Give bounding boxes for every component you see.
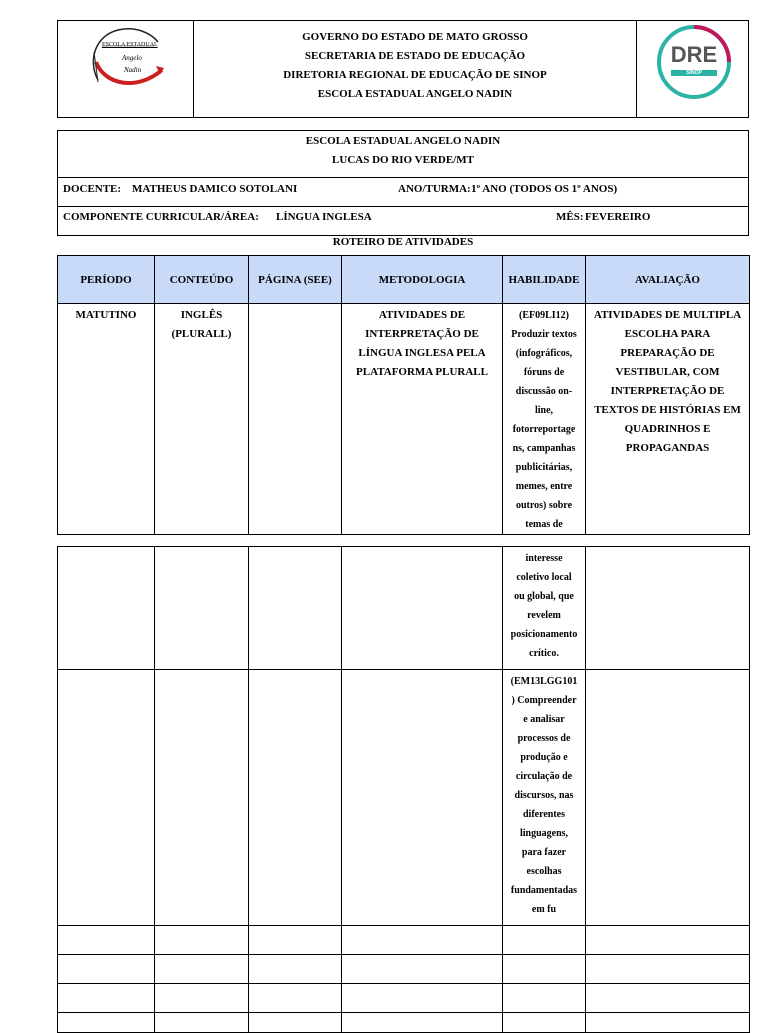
- info-city: LUCAS DO RIO VERDE/MT: [332, 154, 474, 166]
- table-row: [58, 304, 750, 535]
- habilidade-line: crítico.: [529, 648, 559, 659]
- cell-empty: [58, 926, 155, 955]
- habilidade-line: publicitárias,: [515, 462, 573, 473]
- cell-empty: [58, 670, 155, 926]
- conteudo-line: INGLÊS: [180, 309, 223, 321]
- conteudo-line: (PLURALL): [171, 328, 232, 340]
- cell-empty: [249, 547, 342, 670]
- habilidade-line: e analisar: [523, 714, 565, 725]
- habilidade-line: interesse: [525, 553, 563, 564]
- col-header-pagina: PÁGINA (SEE): [249, 256, 342, 304]
- metodologia-line: PLATAFORMA PLURALL: [356, 366, 488, 378]
- cell-empty: [503, 955, 586, 984]
- metodologia-line: INTERPRETAÇÃO DE: [365, 328, 479, 340]
- header-divider-right: [636, 20, 637, 118]
- habilidade-line: outros) sobre: [515, 500, 573, 511]
- avaliacao-line: ATIVIDADES DE MULTIPLA: [593, 309, 742, 321]
- col-header-conteudo: CONTEÚDO: [155, 256, 249, 304]
- cell-empty: [155, 1013, 249, 1033]
- info-divider-1: [57, 177, 749, 178]
- mes-value: FEVEREIRO: [585, 211, 651, 223]
- col-header-metodologia: METODOLOGIA: [342, 256, 503, 304]
- cell-periodo: [58, 304, 155, 535]
- header-line-4: ESCOLA ESTADUAL ANGELO NADIN: [317, 88, 513, 100]
- cell-metodologia: [342, 304, 503, 535]
- cell-empty: [586, 955, 750, 984]
- turma-label: ANO/TURMA:: [398, 183, 471, 195]
- avaliacao-line: TEXTOS DE HISTÓRIAS EM: [594, 404, 741, 416]
- habilidade-line: discursos, nas: [514, 790, 574, 801]
- cell-pagina: [249, 304, 342, 535]
- cell-empty: [586, 984, 750, 1013]
- cell-empty: [586, 1013, 750, 1033]
- table-row: [58, 670, 750, 926]
- metodologia-line: LÍNGUA INGLESA PELA: [358, 347, 486, 359]
- cell-empty: [586, 670, 750, 926]
- cell-empty: [58, 984, 155, 1013]
- habilidade-line: processos de: [517, 733, 571, 744]
- header-line-1: GOVERNO DO ESTADO DE MATO GROSSO: [302, 31, 528, 43]
- cell-empty: [249, 955, 342, 984]
- header-text: [194, 28, 636, 104]
- avaliacao-line: QUADRINHOS E: [624, 423, 711, 435]
- cell-empty: [155, 547, 249, 670]
- cell-empty: [155, 955, 249, 984]
- table-row: [58, 926, 750, 955]
- habilidade-line: escolhas: [526, 866, 562, 877]
- avaliacao-line: PREPARAÇÃO DE: [620, 347, 715, 359]
- cell-avaliacao: [586, 304, 750, 535]
- metodologia-line: ATIVIDADES DE: [378, 309, 466, 321]
- habilidade-line: line,: [534, 405, 554, 416]
- habilidade-line: discussão on-: [515, 386, 573, 397]
- col-header-avaliacao: AVALIAÇÃO: [586, 256, 750, 304]
- habilidade-line: revelem: [527, 610, 561, 621]
- habilidade-line: (EF09LI12): [519, 310, 569, 321]
- info-divider-2: [57, 206, 749, 207]
- habilidade-line: (EM13LGG101: [510, 676, 578, 687]
- cell-empty: [58, 547, 155, 670]
- habilidade-line: (infográficos,: [515, 348, 573, 359]
- header-line-3: DIRETORIA REGIONAL DE EDUCAÇÃO DE SINOP: [283, 69, 547, 81]
- cell-empty: [155, 670, 249, 926]
- school-logo: [84, 22, 168, 96]
- info-school: ESCOLA ESTADUAL ANGELO NADIN: [305, 135, 501, 147]
- table-row: [58, 984, 750, 1013]
- docente-label: DOCENTE:: [63, 183, 122, 195]
- cell-habilidade: [503, 547, 586, 670]
- cell-empty: [503, 984, 586, 1013]
- activities-table-continued: [57, 546, 750, 1033]
- habilidade-line: coletivo local: [516, 572, 572, 583]
- header-line-2: SECRETARIA DE ESTADO DE EDUCAÇÃO: [304, 50, 526, 62]
- habilidade-line: diferentes: [522, 809, 566, 820]
- cell-habilidade: [503, 670, 586, 926]
- cell-empty: [586, 926, 750, 955]
- habilidade-line: posicionamento: [510, 629, 578, 640]
- col-header-habilidade: HABILIDADE: [503, 256, 586, 304]
- avaliacao-line: PROPAGANDAS: [625, 442, 710, 454]
- componente-label: COMPONENTE CURRICULAR/ÁREA:: [63, 211, 259, 223]
- habilidade-line: para fazer: [521, 847, 567, 858]
- cell-empty: [249, 1013, 342, 1033]
- dre-logo-text: DRE: [670, 42, 718, 67]
- cell-empty: [249, 926, 342, 955]
- cell-habilidade: [503, 304, 586, 535]
- habilidade-line: fundamentadas: [510, 885, 578, 896]
- docente-value: MATHEUS DAMICO SOTOLANI: [132, 183, 298, 195]
- cell-empty: [503, 1013, 586, 1033]
- cell-empty: [58, 955, 155, 984]
- periodo-text: MATUTINO: [75, 309, 137, 321]
- col-header-periodo: PERÍODO: [58, 256, 155, 304]
- habilidade-line: ) Compreender: [511, 695, 577, 706]
- cell-empty: [342, 955, 503, 984]
- habilidade-line: Produzir textos: [511, 329, 577, 340]
- table-row: [58, 955, 750, 984]
- habilidade-line: ns, campanhas: [512, 443, 576, 454]
- avaliacao-line: VESTIBULAR, COM: [615, 366, 720, 378]
- cell-conteudo: [155, 304, 249, 535]
- cell-empty: [342, 547, 503, 670]
- habilidade-line: memes, entre: [515, 481, 573, 492]
- cell-empty: [249, 670, 342, 926]
- cell-empty: [155, 926, 249, 955]
- table-row: [58, 547, 750, 670]
- cell-empty: [342, 926, 503, 955]
- table-row: [58, 1013, 750, 1033]
- roteiro-title: ROTEIRO DE ATIVIDADES: [332, 236, 474, 248]
- cell-empty: [342, 984, 503, 1013]
- mes-label: MÊS:: [556, 211, 584, 223]
- componente-value: LÍNGUA INGLESA: [276, 211, 372, 223]
- dre-logo-sub: SINOP: [686, 70, 702, 76]
- habilidade-line: fóruns de: [523, 367, 565, 378]
- cell-empty: [249, 984, 342, 1013]
- dre-logo: [654, 24, 734, 100]
- turma-value: 1º ANO (TODOS OS 1º ANOS): [471, 183, 618, 195]
- cell-empty: [155, 984, 249, 1013]
- habilidade-line: circulação de: [515, 771, 573, 782]
- habilidade-line: linguagens,: [519, 828, 569, 839]
- cell-empty: [342, 670, 503, 926]
- school-logo-angelo: Angelo: [122, 54, 142, 62]
- activities-table: [57, 255, 750, 535]
- habilidade-line: ou global, que: [514, 591, 574, 602]
- cell-empty: [342, 1013, 503, 1033]
- habilidade-line: temas de: [525, 519, 563, 530]
- cell-empty: [586, 547, 750, 670]
- cell-empty: [503, 926, 586, 955]
- avaliacao-line: ESCOLHA PARA: [624, 328, 711, 340]
- habilidade-line: fotorreportage: [512, 424, 576, 435]
- habilidade-line: produção e: [520, 752, 568, 763]
- school-logo-nadin: Nadin: [124, 66, 142, 74]
- avaliacao-line: INTERPRETAÇÃO DE: [610, 385, 725, 397]
- habilidade-line: em fu: [531, 904, 557, 915]
- school-logo-title: ESCOLA ESTADUAL: [102, 42, 158, 48]
- cell-empty: [58, 1013, 155, 1033]
